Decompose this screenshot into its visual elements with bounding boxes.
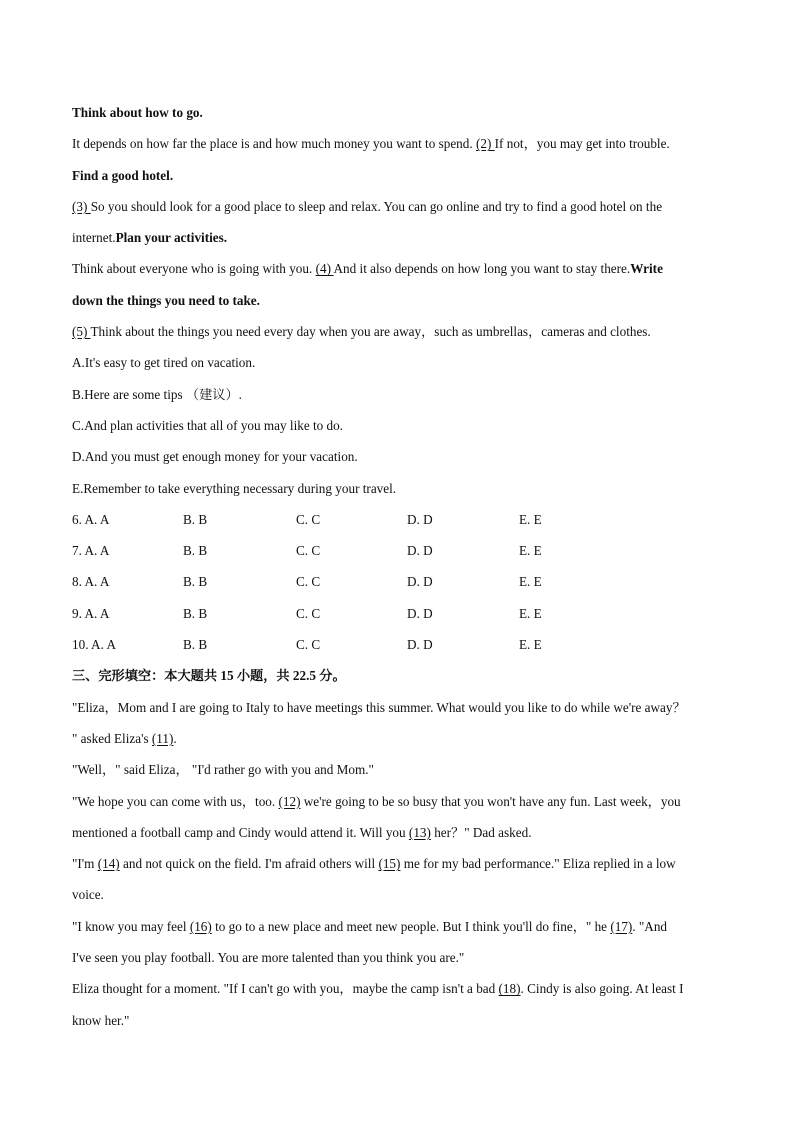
- document-page: [72, 97, 732, 1036]
- blank-2: (2): [475, 136, 495, 152]
- blank-4: (4): [315, 261, 334, 277]
- choice-c[interactable]: C. C: [296, 637, 321, 653]
- paragraph-line: [72, 128, 732, 159]
- answer-row-10: [72, 629, 732, 660]
- choice-a[interactable]: 10. A. A: [72, 637, 116, 653]
- cloze-line: [72, 973, 732, 1004]
- text: . Cindy is also going. At least I: [520, 981, 684, 997]
- cloze-line: [72, 911, 732, 942]
- blank-14: (14): [97, 856, 120, 872]
- subheading-activities: Plan your activities.: [115, 230, 228, 246]
- choice-b[interactable]: B. B: [183, 543, 208, 559]
- text: to go to a new place and meet new people. But I think you'll do fine，" he: [211, 918, 611, 934]
- text: me for my bad performance." Eliza replied in a low: [400, 856, 676, 872]
- choice-a[interactable]: 6. A. A: [72, 511, 110, 527]
- choice-e[interactable]: E. E: [519, 543, 542, 559]
- choice-c[interactable]: C. C: [296, 605, 321, 621]
- text: If not，you may get into trouble.: [494, 136, 670, 152]
- choice-a[interactable]: 7. A. A: [72, 543, 110, 559]
- text: .: [173, 730, 177, 746]
- choice-b[interactable]: B. B: [183, 605, 208, 621]
- cloze-line: "Well，" said Eliza， "I'd rather go with you and Mom.": [72, 762, 374, 778]
- subheading-hotel: Find a good hotel.: [72, 167, 174, 183]
- text: internet.: [72, 230, 116, 246]
- text: Think about everyone who is going with you.: [72, 261, 316, 277]
- paragraph-line: [72, 253, 732, 284]
- text: we're going to be so busy that you won't have any fun. Last week，you: [300, 793, 681, 809]
- text: her？" Dad asked.: [430, 824, 532, 840]
- choice-e[interactable]: E. E: [519, 574, 542, 590]
- subheading-how-to-go: Think about how to go.: [72, 105, 203, 120]
- cloze-line: I've seen you play football. You are more talented than you think you are.": [72, 950, 465, 966]
- answer-row-9: [72, 598, 732, 629]
- text: " asked Eliza's: [72, 730, 152, 746]
- blank-12: (12): [278, 793, 301, 809]
- text: So you should look for a good place to sleep and relax. You can go online and try to find a good hotel on the: [90, 198, 663, 214]
- text: Think about the things you need every day when you are away，such as umbrellas，cameras and clothes.: [90, 324, 651, 340]
- choice-a[interactable]: 8. A. A: [72, 574, 110, 590]
- cloze-line: [72, 848, 732, 879]
- paragraph-line: [72, 316, 732, 347]
- text: . "And: [632, 918, 668, 934]
- text: "We hope you can come with us，too.: [72, 793, 279, 809]
- choice-e[interactable]: E. E: [519, 605, 542, 621]
- text: "I know you may feel: [72, 918, 190, 934]
- blank-11: (11): [151, 730, 174, 746]
- choice-b[interactable]: B. B: [183, 637, 208, 653]
- choice-d[interactable]: D. D: [407, 574, 433, 590]
- choice-b[interactable]: B. B: [183, 574, 208, 590]
- text: mentioned a football camp and Cindy would attend it. Will you: [72, 824, 409, 840]
- subheading-things: down the things you need to take.: [72, 292, 260, 308]
- blank-17: (17): [610, 918, 633, 934]
- choice-a[interactable]: 9. A. A: [72, 605, 110, 621]
- choice-d[interactable]: D. D: [407, 605, 433, 621]
- text: And it also depends on how long you want to stay there.: [333, 261, 631, 277]
- section-heading-cloze: 三、完形填空：本大题共 15 小题，共 22.5 分。: [72, 668, 346, 684]
- paragraph-line: [72, 222, 732, 253]
- blank-3: (3): [72, 198, 91, 214]
- cloze-line: [72, 723, 732, 754]
- answer-row-6: [72, 504, 732, 535]
- paragraph-line: [72, 191, 732, 222]
- cloze-line: voice.: [72, 887, 104, 903]
- blank-5: (5): [72, 324, 91, 340]
- text: and not quick on the field. I'm afraid others will: [119, 856, 379, 872]
- option-b: B.Here are some tips （建议）.: [72, 386, 242, 402]
- answer-row-8: [72, 566, 732, 597]
- choice-b[interactable]: B. B: [183, 511, 208, 527]
- cloze-line: know her.": [72, 1012, 130, 1028]
- cloze-line: [72, 786, 732, 817]
- text: It depends on how far the place is and how much money you want to spend.: [72, 136, 476, 152]
- choice-c[interactable]: C. C: [296, 543, 321, 559]
- choice-c[interactable]: C. C: [296, 511, 321, 527]
- answer-row-7: [72, 535, 732, 566]
- choice-d[interactable]: D. D: [407, 511, 433, 527]
- blank-15: (15): [378, 856, 401, 872]
- choice-e[interactable]: E. E: [519, 511, 542, 527]
- blank-16: (16): [189, 918, 212, 934]
- option-a: A.It's easy to get tired on vacation.: [72, 355, 256, 371]
- choice-c[interactable]: C. C: [296, 574, 321, 590]
- blank-18: (18): [498, 981, 521, 997]
- text: "I'm: [72, 856, 98, 872]
- choice-d[interactable]: D. D: [407, 637, 433, 653]
- option-c: C.And plan activities that all of you may like to do.: [72, 417, 344, 433]
- text: Eliza thought for a moment. "If I can't go with you，maybe the camp isn't a bad: [72, 981, 499, 997]
- choice-d[interactable]: D. D: [407, 543, 433, 559]
- choice-e[interactable]: E. E: [519, 637, 542, 653]
- blank-13: (13): [408, 824, 431, 840]
- cloze-line: [72, 817, 732, 848]
- cloze-line: "Eliza，Mom and I are going to Italy to have meetings this summer. What would you like to do while we're away？: [72, 699, 686, 715]
- option-e: E.Remember to take everything necessary during your travel.: [72, 480, 397, 496]
- subheading-write: Write: [630, 261, 663, 277]
- option-d: D.And you must get enough money for your vacation.: [72, 449, 358, 465]
